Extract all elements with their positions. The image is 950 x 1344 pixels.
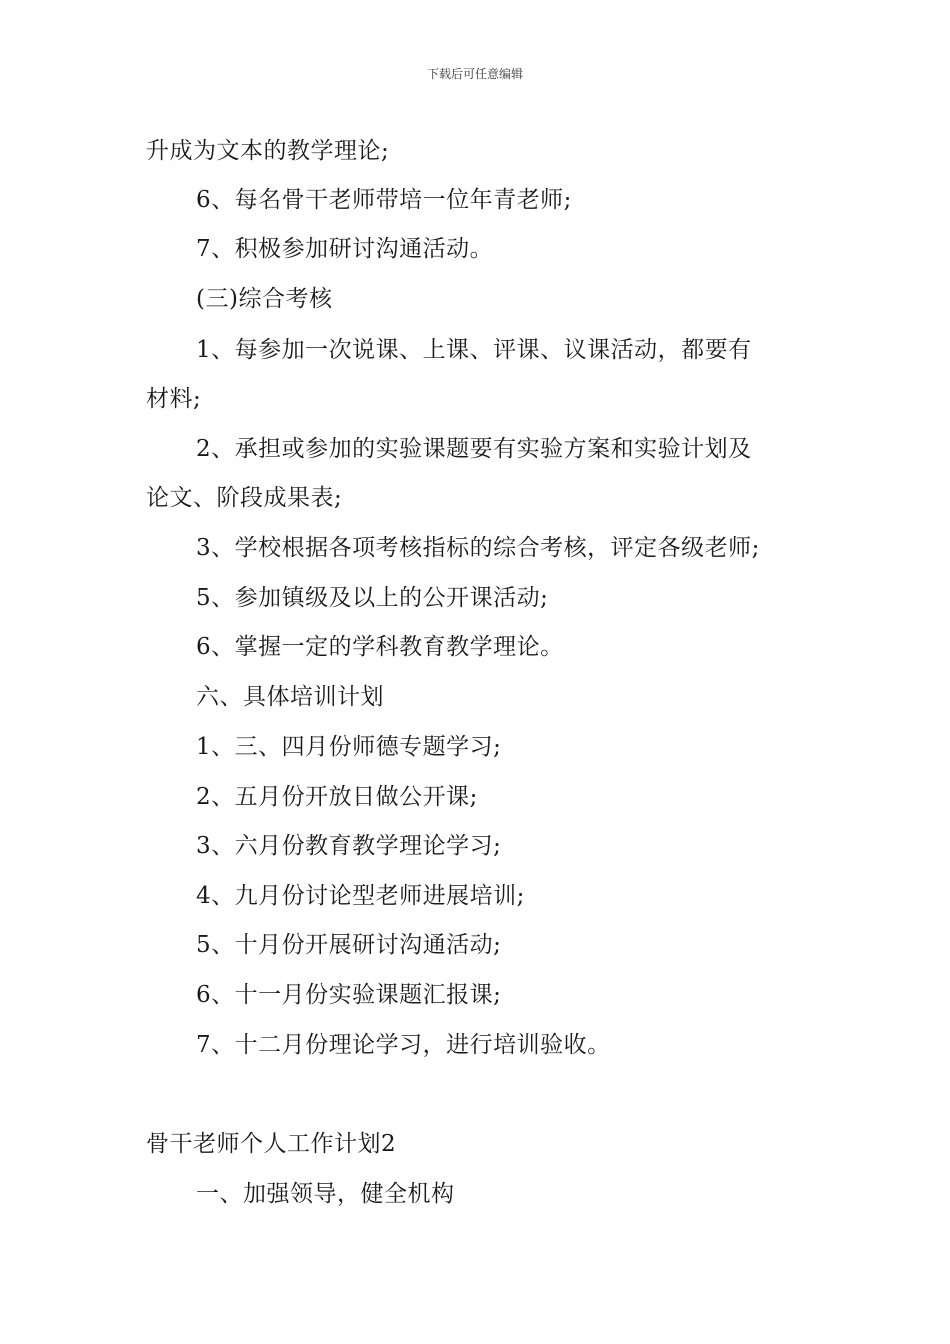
paragraph-line: 7、十二月份理论学习，进行培训验收。 [196, 1032, 611, 1058]
paragraph-line: 2、承担或参加的实验课题要有实验方案和实验计划及 [196, 436, 752, 462]
document-title: 骨干老师个人工作计划2 [146, 1131, 397, 1157]
paragraph-line: 3、六月份教育教学理论学习; [196, 833, 502, 859]
section-heading: 一、加强领导，健全机构 [196, 1181, 455, 1207]
paragraph-line: 材料; [146, 386, 202, 412]
page-header: 下载后可任意编辑 [426, 67, 523, 81]
paragraph-line: 2、五月份开放日做公开课; [196, 784, 478, 810]
section-heading: 六、具体培训计划 [196, 684, 384, 710]
paragraph-line: 1、每参加一次说课、上课、评课、议课活动，都要有 [196, 337, 752, 363]
paragraph-line: 7、积极参加研讨沟通活动。 [196, 236, 494, 262]
paragraph-line: 6、每名骨干老师带培一位年青老师; [196, 187, 572, 213]
paragraph-line: 3、学校根据各项考核指标的综合考核，评定各级老师; [196, 535, 760, 561]
paragraph-line: 升成为文本的教学理论; [146, 138, 390, 164]
paragraph-line: 6、十一月份实验课题汇报课; [196, 982, 502, 1008]
paragraph-line: 6、掌握一定的学科教育教学理论。 [196, 634, 564, 660]
paragraph-line: 论文、阶段成果表; [146, 485, 343, 511]
paragraph-line: 4、九月份讨论型老师进展培训; [196, 883, 525, 909]
paragraph-line: 5、参加镇级及以上的公开课活动; [196, 585, 549, 611]
paragraph-line: 1、三、四月份师德专题学习; [196, 734, 502, 760]
paragraph-line: 5、十月份开展研讨沟通活动; [196, 932, 502, 958]
section-heading: (三)综合考核 [196, 286, 333, 312]
